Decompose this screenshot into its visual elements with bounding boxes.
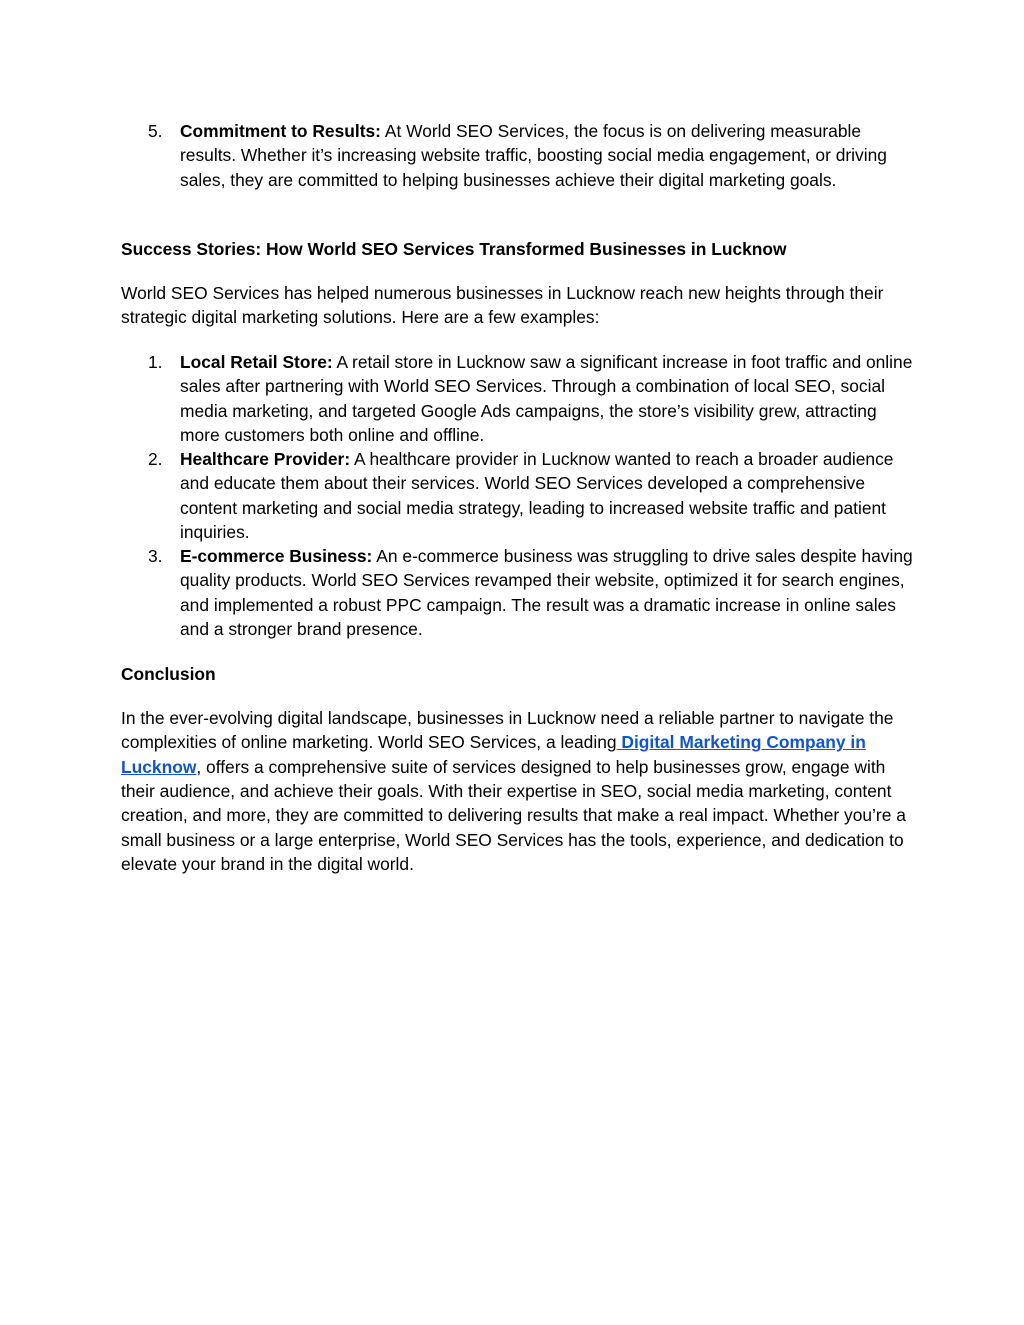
list-item-text: A healthcare provider in Lucknow wanted to reach a broader audience and educate them about their services. World SEO Services developed a comprehensive content marketing and social media strategy, leading to increased website traffic and patient inquiries.	[180, 449, 894, 543]
section-heading: Conclusion	[121, 664, 216, 684]
conclusion-text-before: In the ever-evolving digital landscape, businesses in Lucknow need a reliable partner to navigate the complexities of online marketing. World SEO Services, a leading	[121, 708, 894, 753]
list-item-title: Local Retail Store:	[180, 352, 333, 372]
list-number: 5.	[148, 121, 163, 141]
list-number: 2.	[148, 449, 163, 469]
list-item-text: At World SEO Services, the focus is on delivering measurable results. Whether it’s increasing website traffic, boosting social media engagement, or driving sales, they are committed to helping businesses achieve their digital marketing goals.	[180, 121, 887, 190]
list-item-title: E-commerce Business:	[180, 546, 373, 566]
conclusion-paragraph	[121, 706, 911, 876]
list-item-title: Commitment to Results:	[180, 121, 381, 141]
list-item-commitment-to-results	[148, 119, 915, 192]
conclusion-text-after: , offers a comprehensive suite of services designed to help businesses grow, engage with their audience, and achieve their goals. With their expertise in SEO, social media marketing, content creation, and more, they are committed to delivering results that make a real impact. Whether you’re a small business or a large enterprise, World SEO Services has the tools, experience, and dedication to elevate your brand in the digital world.	[121, 756, 906, 875]
list-item-text: An e-commerce business was struggling to drive sales despite having quality products. World SEO Services revamped their website, optimized it for search engines, and implemented a robust PPC campaign. The result was a dramatic increase in online sales and a stronger brand presence.	[180, 546, 913, 640]
success-stories-intro: World SEO Services has helped numerous businesses in Lucknow reach new heights through their strategic digital marketing solutions. Here are a few examples:	[121, 283, 884, 328]
list-item-ecommerce-business	[148, 544, 915, 641]
section-heading: Success Stories: How World SEO Services Transformed Businesses in Lucknow	[121, 239, 787, 259]
list-item-local-retail-store	[148, 350, 915, 447]
list-number: 1.	[148, 352, 163, 372]
list-item-healthcare-provider	[148, 447, 915, 544]
success-stories-heading	[121, 237, 911, 261]
conclusion-heading	[121, 662, 911, 686]
list-item-title: Healthcare Provider:	[180, 449, 351, 469]
digital-marketing-company-link[interactable]: Digital Marketing Company in Lucknow	[121, 732, 866, 777]
list-item-text: A retail store in Lucknow saw a significant increase in foot traffic and online sales after partnering with World SEO Services. Through a combination of local SEO, social media marketing, and targeted Google Ads campaigns, the store’s visibility grew, attracting more customers both online and offline.	[180, 352, 913, 446]
list-number: 3.	[148, 546, 163, 566]
